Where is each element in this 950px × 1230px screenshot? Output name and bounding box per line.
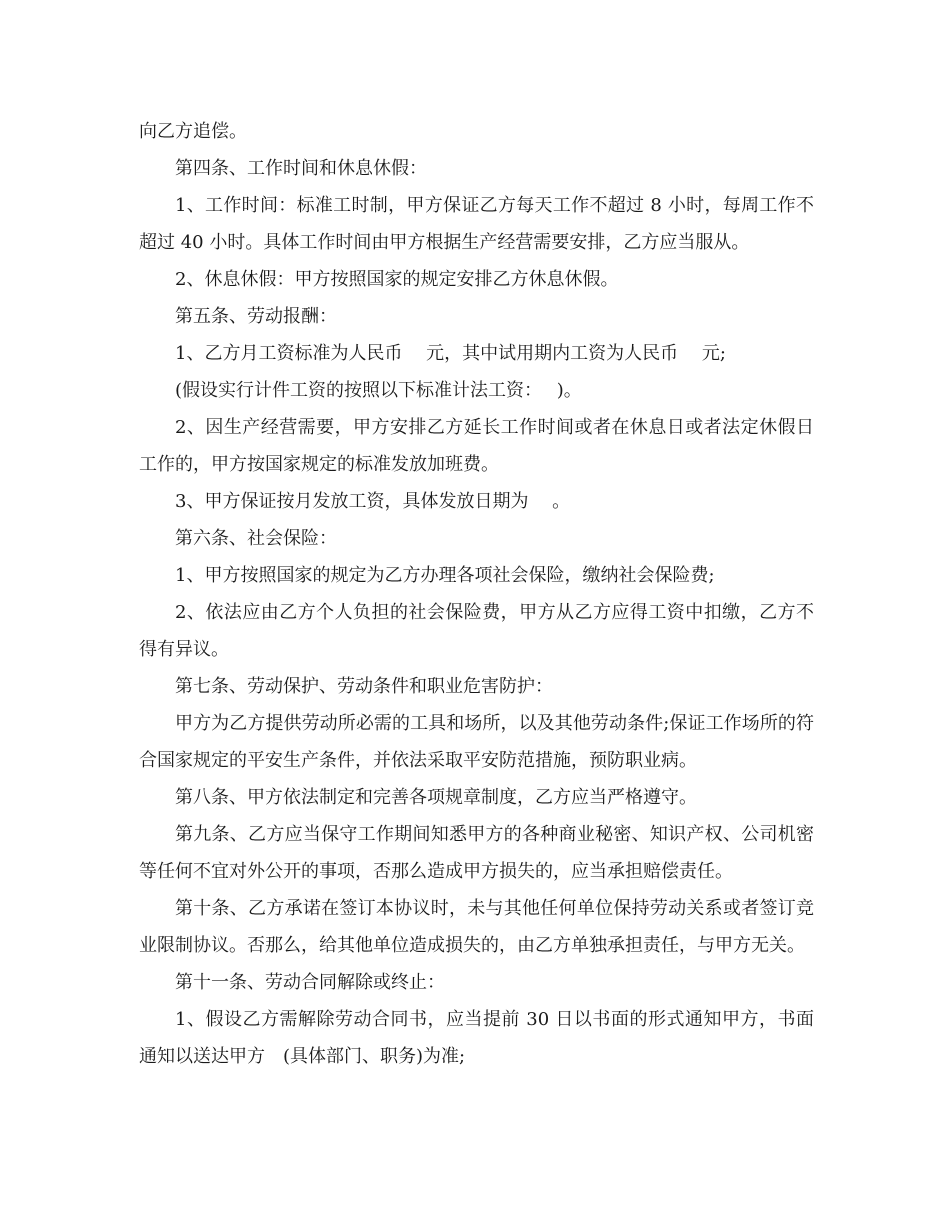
article-5-item-3: 3、甲方保证按月发放工资，具体发放日期为 。 — [175, 491, 571, 512]
article-7-heading: 第七条、劳动保护、劳动条件和职业危害防护： — [175, 676, 553, 697]
article-6-item-1: 1、甲方按照国家的规定为乙方办理各项社会保险，缴纳社会保险费; — [175, 565, 715, 586]
document-body — [139, 113, 814, 1075]
article-4-item-1: 1、工作时间：标准工时制，甲方保证乙方每天工作不超过 8 小时，每周工作不超过 40 小时。具体工作时间由甲方根据生产经营需要安排，乙方应当服从。 — [139, 195, 814, 253]
article-9: 第九条、乙方应当保守工作期间知悉甲方的各种商业秘密、知识产权、公司机密等任何不宜对外公开的事项，否那么造成甲方损失的，应当承担赔偿责任。 — [139, 824, 814, 882]
article-4-item-2: 2、休息休假：甲方按照国家的规定安排乙方休息休假。 — [175, 269, 619, 290]
article-4-heading: 第四条、工作时间和休息休假： — [175, 158, 427, 179]
article-5-item-1: 1、乙方月工资标准为人民币 元，其中试用期内工资为人民币 元; — [175, 343, 726, 364]
paragraph-continuation: 向乙方追偿。 — [139, 121, 247, 142]
article-5-heading: 第五条、劳动报酬： — [175, 306, 337, 327]
article-7-body: 甲方为乙方提供劳动所必需的工具和场所，以及其他劳动条件;保证工作场所的符合国家规定的平安生产条件，并依法采取平安防范措施，预防职业病。 — [139, 713, 814, 771]
article-5-piecework-note: (假设实行计件工资的按照以下标准计法工资： )。 — [175, 380, 582, 401]
article-10: 第十条、乙方承诺在签订本协议时，未与其他任何单位保持劳动关系或者签订竞业限制协议。否那么，给其他单位造成损失的，由乙方单独承担责任，与甲方无关。 — [139, 898, 814, 956]
article-5-item-2: 2、因生产经营需要，甲方安排乙方延长工作时间或者在休息日或者法定休假日工作的，甲方按国家规定的标准发放加班费。 — [139, 417, 814, 475]
article-6-heading: 第六条、社会保险： — [175, 528, 337, 549]
article-11-item-1: 1、假设乙方需解除劳动合同书，应当提前 30 日以书面的形式通知甲方，书面通知以送达甲方 (具体部门、职务)为准; — [139, 1009, 814, 1067]
article-6-item-2: 2、依法应由乙方个人负担的社会保险费，甲方从乙方应得工资中扣缴，乙方不得有异议。 — [139, 602, 814, 660]
article-11-heading: 第十一条、劳动合同解除或终止： — [175, 972, 445, 993]
article-8: 第八条、甲方依法制定和完善各项规章制度，乙方应当严格遵守。 — [175, 787, 697, 808]
